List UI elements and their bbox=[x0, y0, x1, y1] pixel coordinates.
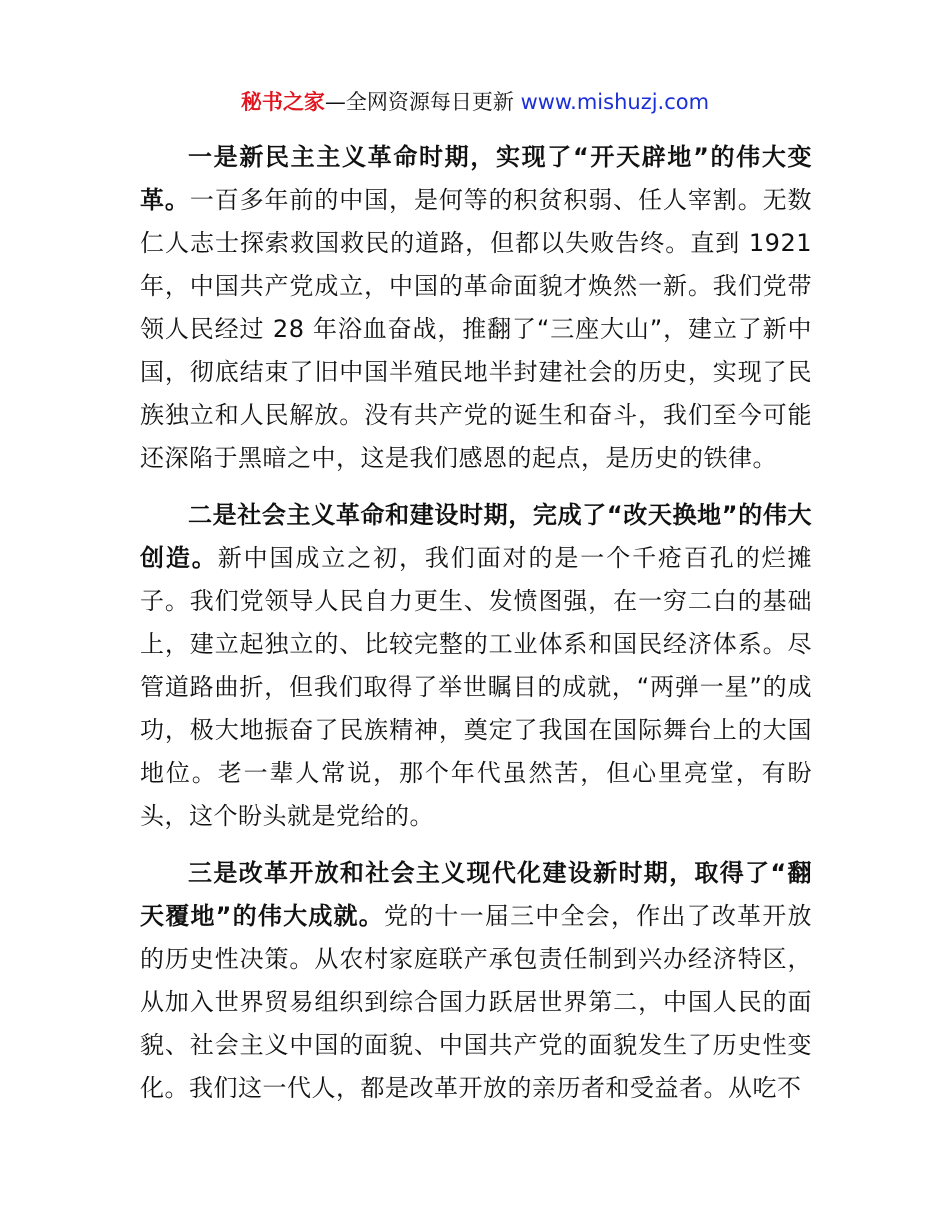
header-tagline: —全网资源每日更新 bbox=[324, 90, 521, 114]
site-url[interactable]: www.mishuzj.com bbox=[520, 90, 710, 114]
paragraph-1 bbox=[140, 136, 812, 480]
paragraph-2 bbox=[140, 494, 812, 838]
page-header bbox=[0, 88, 950, 116]
paragraph-body: 一百多年前的中国，是何等的积贫积弱、任人宰割。无数仁人志士探索救国救民的道路，但都以失败告终。直到 1921 年，中国共产党成立，中国的革命面貌才焕然一新。我们党带领人民经过 28 年浴血奋战，推翻了“三座大山”，建立了新中国，彻底结束了旧中国半殖民地半封建社会的历史，实现了民族独立和人民解放。没有共产党的诞生和奋斗，我们至今可能还深陷于黑暗之中，这是我们感恩的起点，是历史的铁律。 bbox=[140, 186, 813, 472]
paragraph-3 bbox=[140, 852, 812, 1110]
paragraph-body: 党的十一届三中全会，作出了改革开放的历史性决策。从农村家庭联产承包责任制到兴办经济特区，从加入世界贸易组织到综合国力跃居世界第二，中国人民的面貌、社会主义中国的面貌、中国共产党的面貌发生了历史性变化。我们这一代人，都是改革开放的亲历者和受益者。从吃不 bbox=[140, 902, 813, 1102]
paragraph-lead: 三是改革开放和社会主义现代化建设新时期，取得了“翻天覆地”的伟大成就。 bbox=[140, 859, 812, 930]
paragraph-body: 新中国成立之初，我们面对的是一个千疮百孔的烂摊子。我们党领导人民自力更生、发愤图强，在一穷二白的基础上，建立起独立的、比较完整的工业体系和国民经济体系。尽管道路曲折，但我们取得了举世瞩目的成就，“两弹一星”的成功，极大地振奋了民族精神，奠定了我国在国际舞台上的大国地位。老一辈人常说，那个年代虽然苦，但心里亮堂，有盼头，这个盼头就是党给的。 bbox=[140, 544, 813, 830]
brand-name: 秘书之家 bbox=[240, 90, 325, 114]
document-body bbox=[140, 136, 812, 1124]
paragraph-lead: 二是社会主义革命和建设时期，完成了“改天换地”的伟大创造。 bbox=[140, 501, 812, 572]
paragraph-lead: 一是新民主主义革命时期，实现了“开天辟地”的伟大变革。 bbox=[140, 143, 812, 214]
